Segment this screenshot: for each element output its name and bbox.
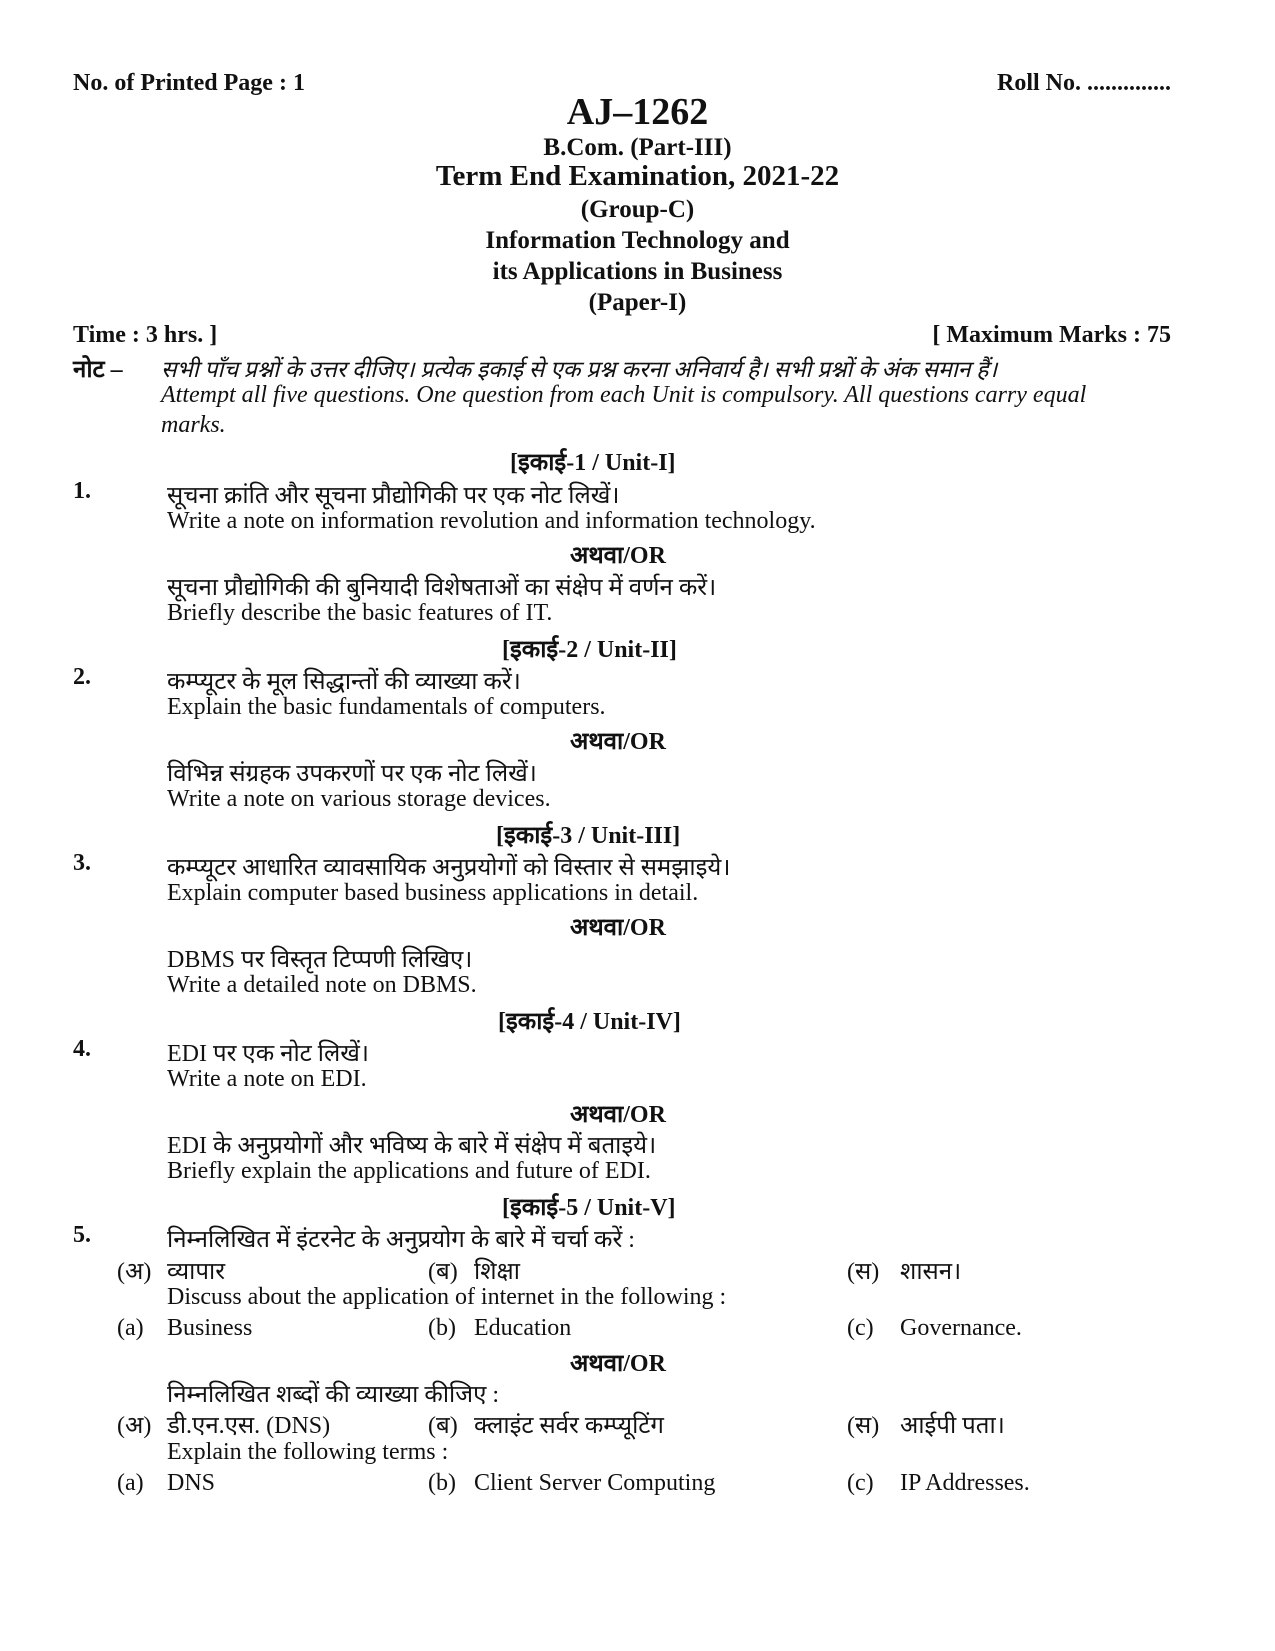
subject-line-2: its Applications in Business [492,258,783,285]
question-2-number: 2. [73,664,91,690]
course-title: B.Com. (Part-III) [543,134,732,161]
unit-5-heading: [इकाई-5 / Unit-V] [502,1195,676,1221]
option-label: (a) [117,1470,144,1496]
option-text: आईपी पता। [900,1413,1005,1439]
exam-title: Term End Examination, 2021-22 [435,160,840,192]
unit-2-heading: [इकाई-2 / Unit-II] [502,637,677,663]
question-5-alt-english: Explain the following terms : [167,1439,449,1465]
or-separator-4: अथवा/OR [570,1102,666,1128]
question-1-alt-english: Briefly describe the basic features of IT. [167,600,553,626]
option-text: Governance. [900,1315,1022,1341]
paper-label: (Paper-I) [588,289,687,316]
option-text: शिक्षा [474,1259,520,1285]
option-label: (a) [117,1315,144,1341]
question-5-number: 5. [73,1222,91,1248]
option-label: (c) [847,1470,874,1496]
unit-4-heading: [इकाई-4 / Unit-IV] [498,1009,681,1035]
maximum-marks: [ Maximum Marks : 75 [932,322,1171,348]
question-1-number: 1. [73,478,91,504]
question-4-number: 4. [73,1036,91,1062]
note-hindi: सभी पाँच प्रश्नों के उत्तर दीजिए। प्रत्येक इकाई से एक प्रश्न करना अनिवार्य है। सभी प्रश्नों के अंक समान हैं। [161,357,998,382]
question-3-alt-english: Write a detailed note on DBMS. [167,972,477,998]
option-text: Business [167,1315,253,1341]
option-text: शासन। [900,1259,962,1285]
question-3-number: 3. [73,850,91,876]
question-4-alt-english: Briefly explain the applications and future of EDI. [167,1158,651,1184]
option-label: (b) [428,1315,456,1341]
option-label: (b) [428,1470,456,1496]
question-4-english: Write a note on EDI. [167,1066,367,1092]
question-5-hindi: निम्नलिखित में इंटरनेट के अनुप्रयोग के बारे में चर्चा करें : [167,1227,635,1253]
question-3-hindi: कम्प्यूटर आधारित व्यावसायिक अनुप्रयोगों को विस्तार से समझाइये। [167,855,731,881]
option-text: व्यापार [167,1259,226,1285]
or-separator-3: अथवा/OR [570,915,666,941]
option-text: Education [474,1315,572,1341]
option-text: IP Addresses. [900,1470,1030,1496]
option-label: (स) [847,1259,880,1285]
option-label: (स) [847,1413,880,1439]
note-english-line-2: marks. [161,412,226,438]
subject-line-1: Information Technology and [485,227,790,254]
question-2-hindi: कम्प्यूटर के मूल सिद्धान्तों की व्याख्या करें। [167,669,521,695]
or-separator-2: अथवा/OR [570,729,666,755]
option-text: DNS [167,1470,216,1496]
question-1-english: Write a note on information revolution and information technology. [167,508,816,534]
question-4-alt-hindi: EDI के अनुप्रयोगों और भविष्य के बारे में संक्षेप में बताइये। [167,1133,657,1159]
or-separator-1: अथवा/OR [570,543,666,569]
option-text: क्लाइंट सर्वर कम्प्यूटिंग [474,1413,664,1439]
question-1-alt-hindi: सूचना प्रौद्योगिकी की बुनियादी विशेषताओं का संक्षेप में वर्णन करें। [167,575,717,601]
note-label: नोट – [73,357,123,383]
or-separator-5: अथवा/OR [570,1351,666,1377]
option-label: (ब) [428,1259,458,1285]
option-label: (ब) [428,1413,458,1439]
unit-3-heading: [इकाई-3 / Unit-III] [496,823,681,849]
question-3-english: Explain computer based business applications in detail. [167,880,699,906]
group-label: (Group-C) [580,196,695,223]
time-allowed: Time : 3 hrs. ] [73,322,218,348]
question-2-english: Explain the basic fundamentals of computers. [167,694,606,720]
question-4-hindi: EDI पर एक नोट लिखें। [167,1041,369,1067]
printed-pages: No. of Printed Page : 1 [73,70,305,96]
option-label: (अ) [117,1413,152,1439]
paper-code: AJ–1262 [566,91,709,133]
option-text: डी.एन.एस. (DNS) [167,1413,331,1439]
question-2-alt-english: Write a note on various storage devices. [167,786,551,812]
roll-number: Roll No. .............. [997,70,1171,96]
question-5-english: Discuss about the application of internet in the following : [167,1284,727,1310]
question-3-alt-hindi: DBMS पर विस्तृत टिप्पणी लिखिए। [167,947,473,973]
question-1-hindi: सूचना क्रांति और सूचना प्रौद्योगिकी पर एक नोट लिखें। [167,483,620,509]
question-2-alt-hindi: विभिन्न संग्रहक उपकरणों पर एक नोट लिखें। [167,761,537,787]
question-5-alt-hindi: निम्नलिखित शब्दों की व्याख्या कीजिए : [167,1382,500,1408]
option-text: Client Server Computing [474,1470,716,1496]
note-english-line-1: Attempt all five questions. One question from each Unit is compulsory. All questions carry equal [161,382,1087,408]
option-label: (c) [847,1315,874,1341]
option-label: (अ) [117,1259,152,1285]
unit-1-heading: [इकाई-1 / Unit-I] [510,450,676,476]
